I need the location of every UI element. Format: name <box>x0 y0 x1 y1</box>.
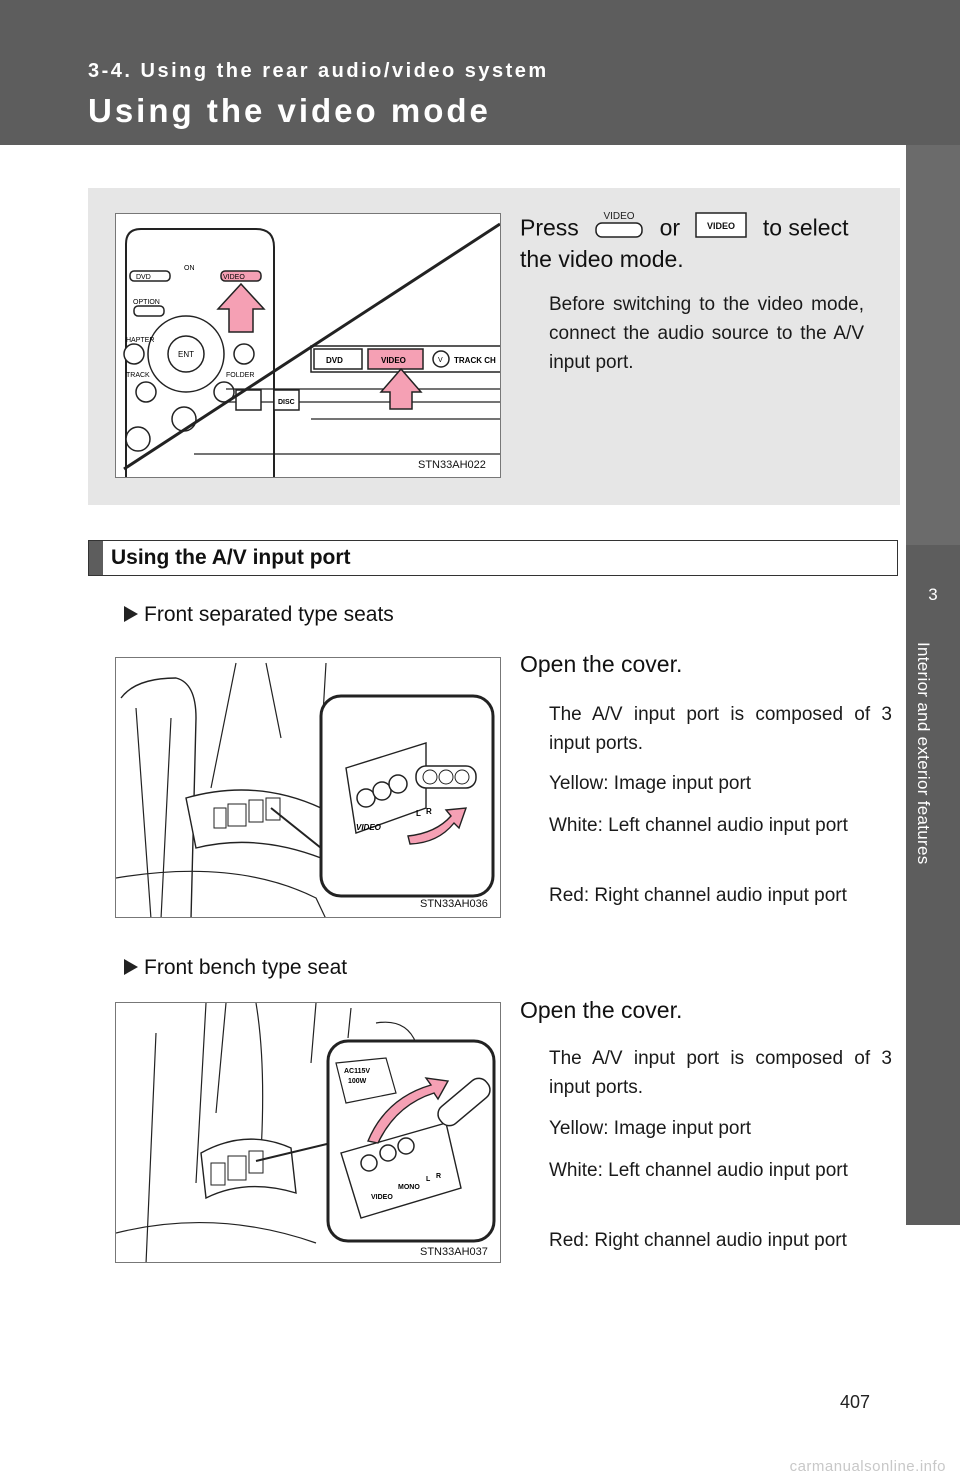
intro-note: Before switching to the video mode, connect the audio source to the A/V input port. <box>549 294 864 373</box>
chapter-side-tab-top <box>906 145 960 545</box>
subsection-heading <box>88 540 898 576</box>
separated-line-2: Yellow: Image input port <box>549 773 752 794</box>
bench-heading: Open the cover. <box>520 997 683 1023</box>
fig-label-r-bench: R <box>436 1173 442 1180</box>
fig-label-panel-v: V <box>438 357 443 364</box>
intro-or-text: or <box>659 214 681 241</box>
fig-label-panel-dvd: DVD <box>326 356 343 365</box>
watermark: carmanualsonline.info <box>789 1458 946 1475</box>
fig-label-chapter: HAPTER <box>126 337 155 344</box>
bullet-bench <box>124 956 347 980</box>
fig-label-ac: AC115V <box>344 1068 371 1075</box>
chapter-number: 3 <box>928 585 938 604</box>
fig-label-r-sep: R <box>426 807 432 816</box>
chapter-title: Interior and exterior features <box>914 642 933 865</box>
fig-label-l-bench: L <box>426 1176 431 1183</box>
page-number: 407 <box>840 1392 871 1412</box>
fig-label-video-bench: VIDEO <box>371 1194 393 1201</box>
figure-code: STN33AH036 <box>420 898 488 910</box>
bench-seat-illustration <box>116 1003 501 1263</box>
intro-press-text: Press <box>520 214 579 241</box>
fig-label-l-sep: L <box>416 809 421 818</box>
remote-and-panel-illustration <box>116 214 501 478</box>
subsection-title: Using the A/V input port <box>111 546 351 569</box>
bench-line-1: The A/V input port is composed of 3 input ports. <box>549 1048 892 1098</box>
separated-line-3: White: Left channel audio input port <box>549 815 848 836</box>
fig-label-dvd: DVD <box>136 274 151 281</box>
intro-to-select-text: to select <box>762 214 849 241</box>
separated-seats-illustration <box>116 658 501 918</box>
fig-label-ent: ENT <box>178 350 194 359</box>
button-a-label: VIDEO <box>603 211 635 222</box>
bullet-separated-text: Front separated type seats <box>144 603 394 626</box>
page-title: Using the video mode <box>88 92 491 129</box>
fig-label-track: TRACK <box>126 372 150 379</box>
figure-code: STN33AH037 <box>420 1246 488 1258</box>
fig-label-panel-video: VIDEO <box>381 356 406 365</box>
bench-line-2: Yellow: Image input port <box>549 1118 752 1139</box>
bench-line-3: White: Left channel audio input port <box>549 1160 848 1181</box>
intro-line2: the video mode. <box>520 246 684 272</box>
button-b-label: VIDEO <box>707 221 736 231</box>
fig-label-folder: FOLDER <box>226 372 255 379</box>
bench-seat-figure <box>115 1002 501 1263</box>
separated-line-1: The A/V input port is composed of 3 input ports. <box>549 704 892 754</box>
separated-line-4: Red: Right channel audio input port <box>549 885 847 906</box>
subsection-bar <box>89 541 103 575</box>
bullet-separated <box>124 603 394 627</box>
fig-label-video-sep: VIDEO <box>356 823 381 832</box>
fig-label-mono: MONO <box>398 1184 420 1191</box>
bullet-triangle-icon <box>124 959 138 975</box>
bullet-bench-text: Front bench type seat <box>144 956 348 979</box>
bench-line-4: Red: Right channel audio input port <box>549 1230 847 1251</box>
figure-code: STN33AH022 <box>418 459 486 471</box>
section-label: 3-4. Using the rear audio/video system <box>88 60 549 82</box>
fig-label-watt: 100W <box>348 1078 367 1085</box>
bullet-triangle-icon <box>124 606 138 622</box>
fig-label-on: ON <box>184 265 195 272</box>
fig-label-video: VIDEO <box>223 274 245 281</box>
fig-label-option: OPTION <box>133 299 160 306</box>
separated-seats-figure <box>115 657 501 918</box>
fig-label-disc: DISC <box>278 399 295 406</box>
separated-heading: Open the cover. <box>520 651 683 677</box>
remote-and-panel-figure <box>115 213 501 478</box>
fig-label-panel-track: TRACK CH <box>454 356 496 365</box>
